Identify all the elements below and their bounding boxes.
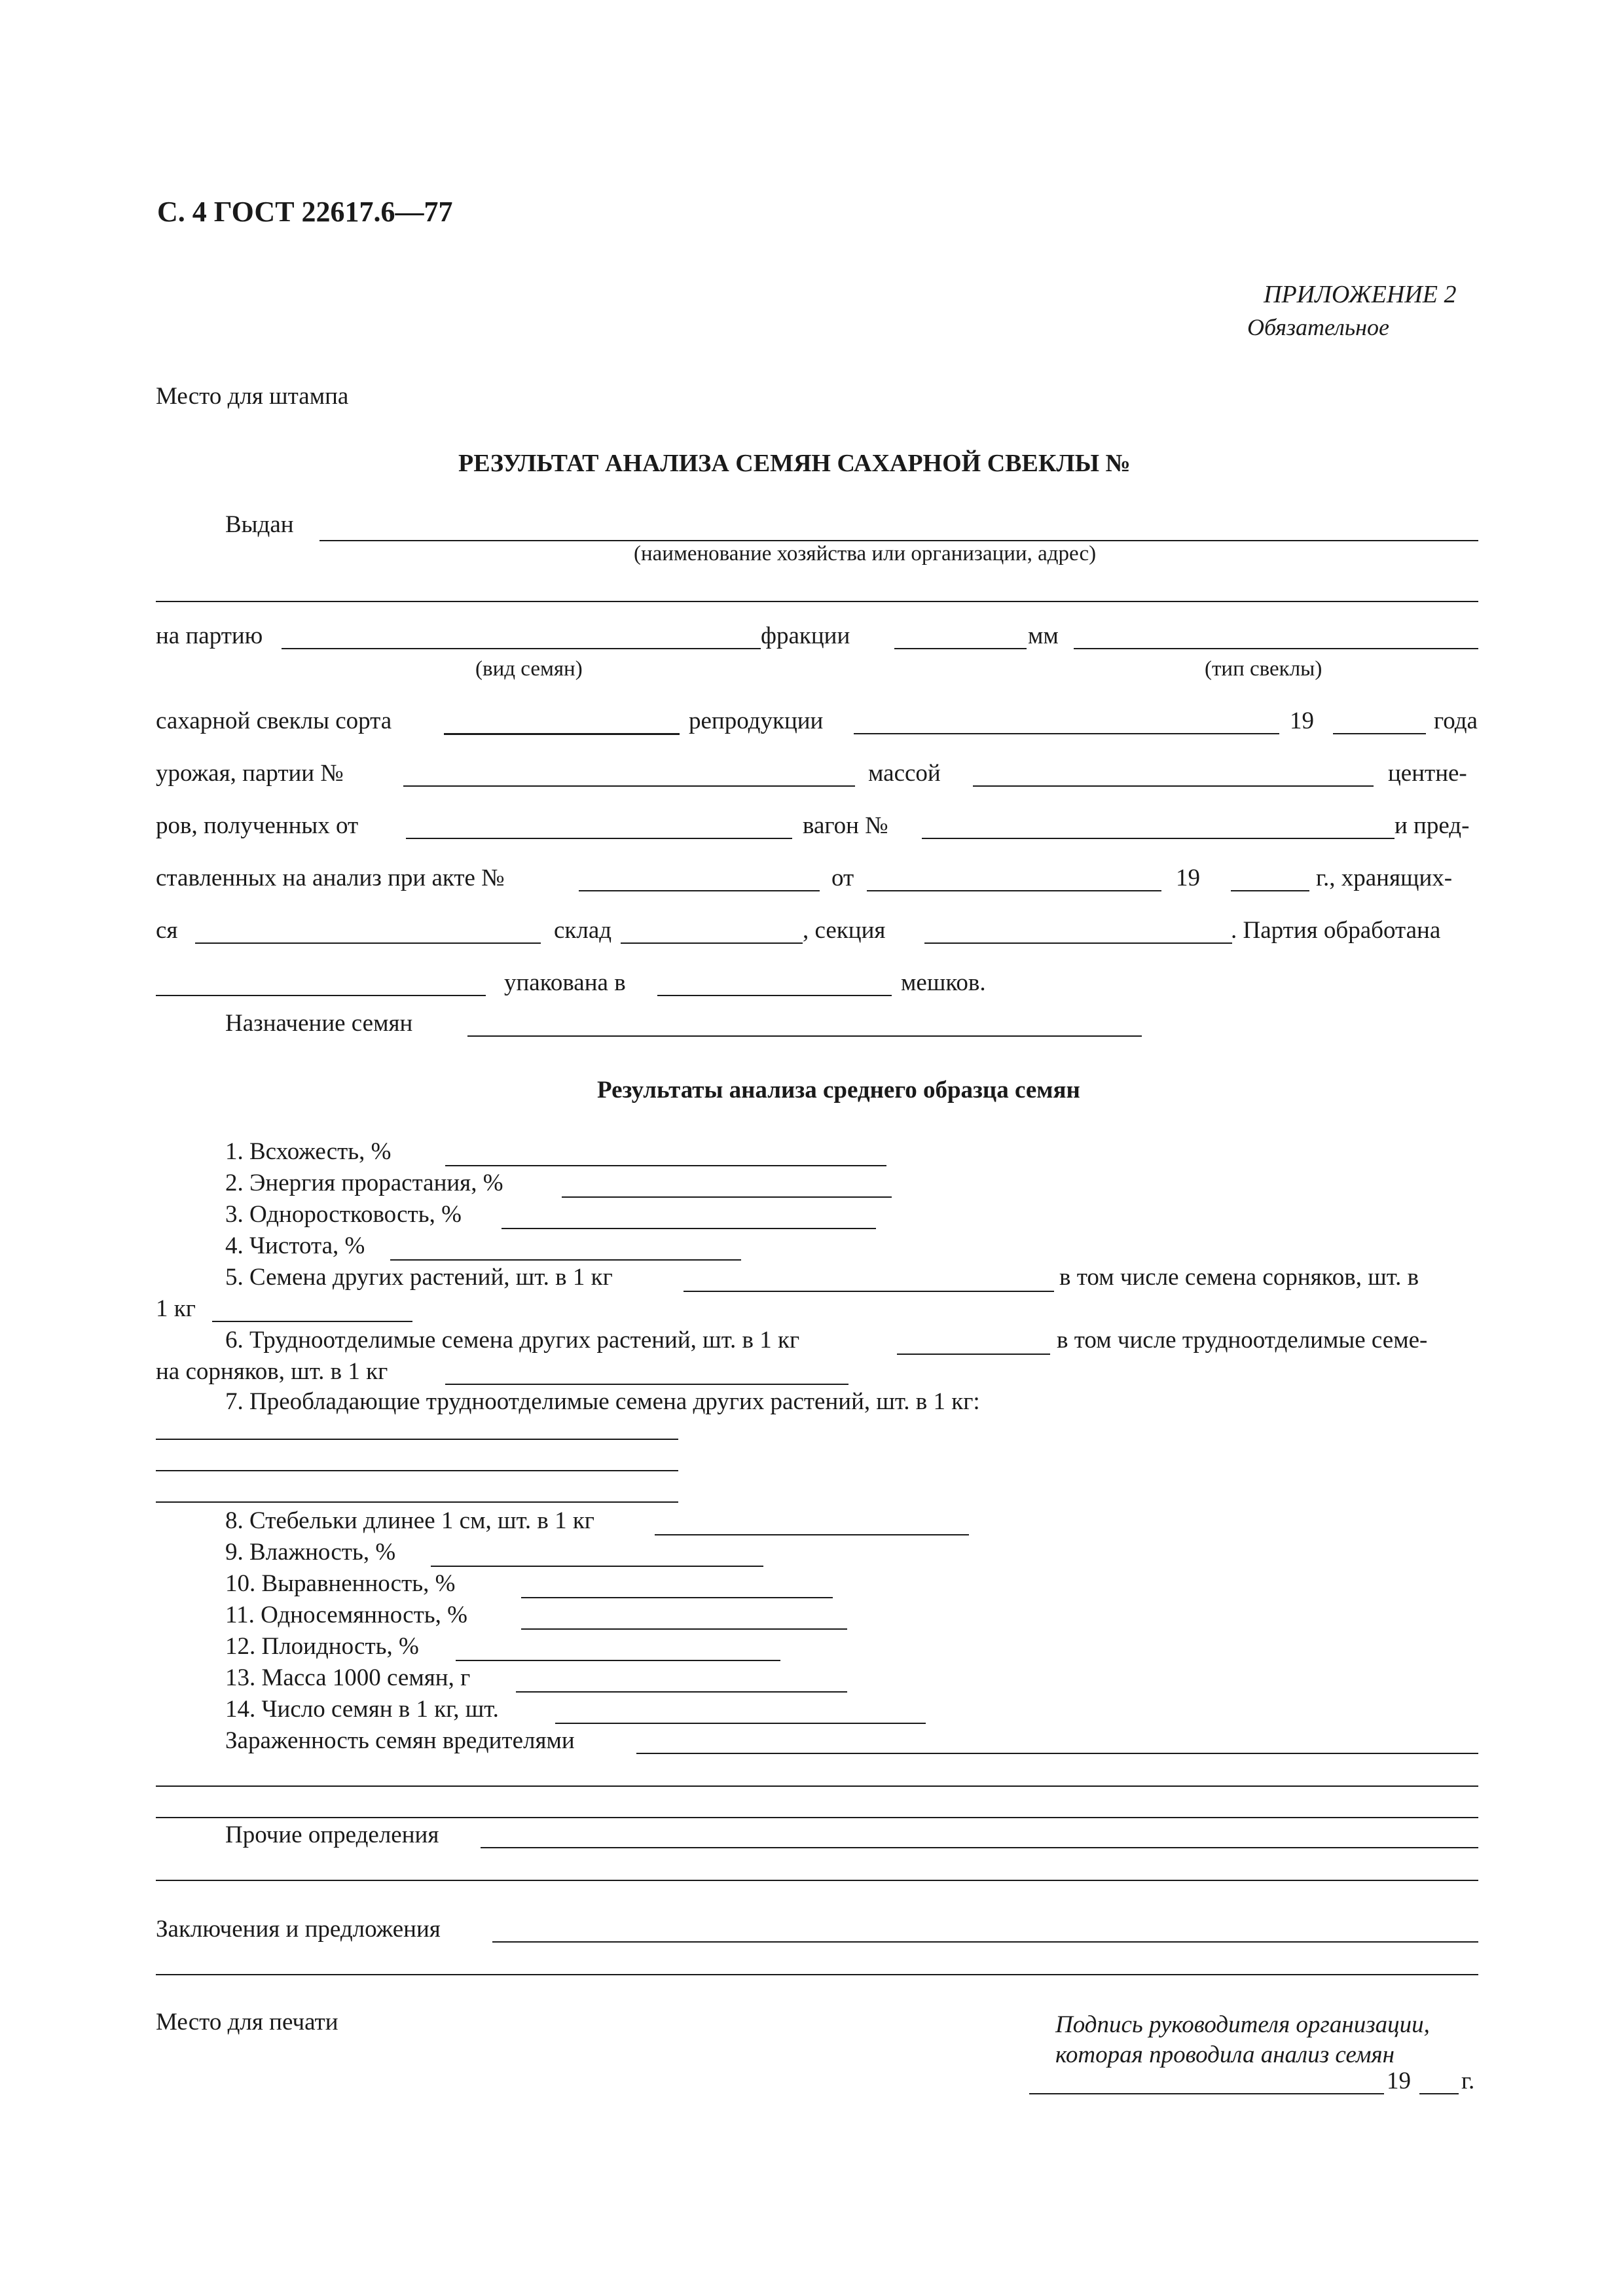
result-item-3: 3. Одноростковость, %	[225, 1201, 462, 1228]
result-item-7: 7. Преобладающие трудноотделимые семена других растений, шт. в 1 кг:	[225, 1388, 980, 1415]
other-seeds-field-line[interactable]	[684, 1291, 1054, 1292]
submitted-suffix: и пред-	[1395, 812, 1470, 839]
seed-type-field-line[interactable]	[282, 648, 761, 649]
seed-type-hint: (вид семян)	[475, 657, 583, 681]
page-reference: С. 4 ГОСТ 22617.6—77	[157, 196, 453, 228]
pests-field-line[interactable]	[636, 1753, 1478, 1754]
result-item-6-cont: на сорняков, шт. в 1 кг	[156, 1358, 388, 1385]
batch-number-field-line[interactable]	[403, 785, 855, 787]
issued-hint: (наименование хозяйства или организации, адрес)	[634, 542, 1097, 565]
other-label: Прочие определения	[225, 1821, 439, 1848]
result-item-13: 13. Масса 1000 семян, г	[225, 1664, 471, 1691]
mm-label: мм	[1028, 622, 1059, 649]
results-title: Результаты анализа среднего образца семян	[597, 1077, 1080, 1103]
purpose-field-line[interactable]	[467, 1035, 1142, 1037]
received-from-field-line[interactable]	[406, 838, 792, 839]
beet-type-hint: (тип свеклы)	[1205, 657, 1322, 681]
stored-label: г., хранящих-	[1316, 865, 1453, 891]
mass-field-line[interactable]	[973, 785, 1374, 787]
year-prefix: 19	[1290, 708, 1314, 734]
signature-caption-line-1: Подпись руководителя организации,	[1055, 2011, 1430, 2038]
result-item-12: 12. Плоидность, %	[225, 1633, 419, 1660]
purpose-label: Назначение семян	[225, 1010, 413, 1037]
received-label: ров, полученных от	[156, 812, 359, 839]
fraction-label: фракции	[761, 622, 850, 649]
warehouse-field-line[interactable]	[621, 942, 803, 944]
appendix-subtitle: Обязательное	[1247, 314, 1389, 340]
act-year-field-line[interactable]	[1231, 890, 1309, 891]
conclusions-field-line[interactable]	[492, 1941, 1478, 1943]
weed-seeds-field-line[interactable]	[212, 1321, 412, 1322]
result-item-14: 14. Число семян в 1 кг, шт.	[225, 1696, 499, 1723]
conclusions-label: Заключения и предложения	[156, 1916, 441, 1943]
result-item-11: 11. Односемянность, %	[225, 1602, 467, 1628]
prevailing-seeds-line-2[interactable]	[156, 1470, 678, 1471]
issued-label: Выдан	[225, 511, 294, 538]
purity-field-line[interactable]	[390, 1259, 741, 1261]
reproduction-label: репродукции	[689, 708, 824, 734]
result-item-8: 8. Стебельки длинее 1 см, шт. в 1 кг	[225, 1507, 594, 1534]
pests-field-line-3[interactable]	[156, 1817, 1478, 1818]
uniformity-field-line[interactable]	[521, 1597, 833, 1598]
act-date-field-line[interactable]	[867, 890, 1161, 891]
wagon-label: вагон №	[803, 812, 888, 839]
bags-count-field-line[interactable]	[657, 995, 892, 996]
address-field-line[interactable]	[156, 601, 1478, 602]
pests-label: Зараженность семян вредителями	[225, 1727, 575, 1754]
centner-label: центне-	[1388, 760, 1467, 787]
act-number-field-line[interactable]	[579, 890, 820, 891]
stamp-place-label: Место для штампа	[156, 383, 349, 410]
bags-label: мешков.	[901, 969, 986, 996]
stored-cont: ся	[156, 917, 178, 944]
result-item-5: 5. Семена других растений, шт. в 1 кг	[225, 1264, 613, 1291]
seeds-per-kg-field-line[interactable]	[555, 1723, 926, 1724]
signature-year-field-line[interactable]	[1419, 2093, 1459, 2094]
result-item-2: 2. Энергия прорастания, %	[225, 1170, 503, 1196]
moisture-field-line[interactable]	[431, 1566, 763, 1567]
fraction-field-line[interactable]	[894, 648, 1027, 649]
prevailing-seeds-line-3[interactable]	[156, 1501, 678, 1503]
seal-place-label: Место для печати	[156, 2009, 338, 2036]
monogerm-field-line[interactable]	[501, 1228, 876, 1229]
batch-label: на партию	[156, 622, 263, 649]
wagon-field-line[interactable]	[922, 838, 1395, 839]
packed-label: упакована в	[504, 969, 626, 996]
section-label: , секция	[803, 917, 886, 944]
mass-1000-field-line[interactable]	[516, 1691, 847, 1693]
result-item-5-tail: в том числе семена сорняков, шт. в	[1059, 1264, 1419, 1291]
treated-label: . Партия обработана	[1231, 917, 1441, 944]
germination-energy-field-line[interactable]	[562, 1196, 892, 1198]
result-item-4: 4. Чистота, %	[225, 1232, 365, 1259]
storage-place-field-line[interactable]	[195, 942, 541, 944]
warehouse-label: склад	[554, 917, 612, 944]
signature-year-suffix: г.	[1461, 2068, 1475, 2094]
submitted-label: ставленных на анализ при акте №	[156, 865, 505, 891]
year-label: года	[1434, 708, 1478, 734]
result-item-5-cont: 1 кг	[156, 1295, 196, 1322]
form-title: РЕЗУЛЬТАТ АНАЛИЗА СЕМЯН САХАРНОЙ СВЕКЛЫ №	[458, 450, 1131, 477]
prevailing-seeds-line-1[interactable]	[156, 1439, 678, 1440]
stems-field-line[interactable]	[655, 1534, 969, 1535]
section-field-line[interactable]	[924, 942, 1232, 944]
germination-field-line[interactable]	[445, 1165, 886, 1166]
other-field-line-2[interactable]	[156, 1880, 1478, 1881]
pests-field-line-2[interactable]	[156, 1785, 1478, 1787]
result-item-10: 10. Выравненность, %	[225, 1570, 456, 1597]
result-item-9: 9. Влажность, %	[225, 1539, 396, 1566]
ploidy-field-line[interactable]	[456, 1660, 780, 1661]
beet-type-field-line[interactable]	[1074, 648, 1478, 649]
variety-label: сахарной свеклы сорта	[156, 708, 392, 734]
year-field-line[interactable]	[1333, 733, 1426, 734]
harvest-label: урожая, партии №	[156, 760, 344, 787]
reproduction-field-line[interactable]	[854, 733, 1279, 734]
act-year-prefix: 19	[1176, 865, 1200, 891]
signature-field-line[interactable]	[1029, 2093, 1384, 2094]
treatment-field-line[interactable]	[156, 995, 486, 996]
monoseed-field-line[interactable]	[521, 1628, 847, 1630]
hard-separable-field-line[interactable]	[897, 1354, 1050, 1355]
result-item-6: 6. Трудноотделимые семена других растений, шт. в 1 кг	[225, 1327, 800, 1354]
appendix-title: ПРИЛОЖЕНИЕ 2	[1264, 281, 1457, 308]
signature-year-prefix: 19	[1387, 2068, 1411, 2094]
result-item-6-tail: в том числе трудноотделимые семе-	[1057, 1327, 1428, 1354]
result-item-1: 1. Всхожесть, %	[225, 1138, 392, 1165]
conclusions-field-line-2[interactable]	[156, 1974, 1478, 1975]
hard-weeds-field-line[interactable]	[445, 1384, 848, 1385]
signature-caption-line-2: которая проводила анализ семян	[1055, 2041, 1395, 2068]
other-field-line[interactable]	[481, 1847, 1478, 1848]
mass-label: массой	[868, 760, 941, 787]
variety-field-line[interactable]	[444, 733, 680, 735]
from-label: от	[831, 865, 854, 891]
